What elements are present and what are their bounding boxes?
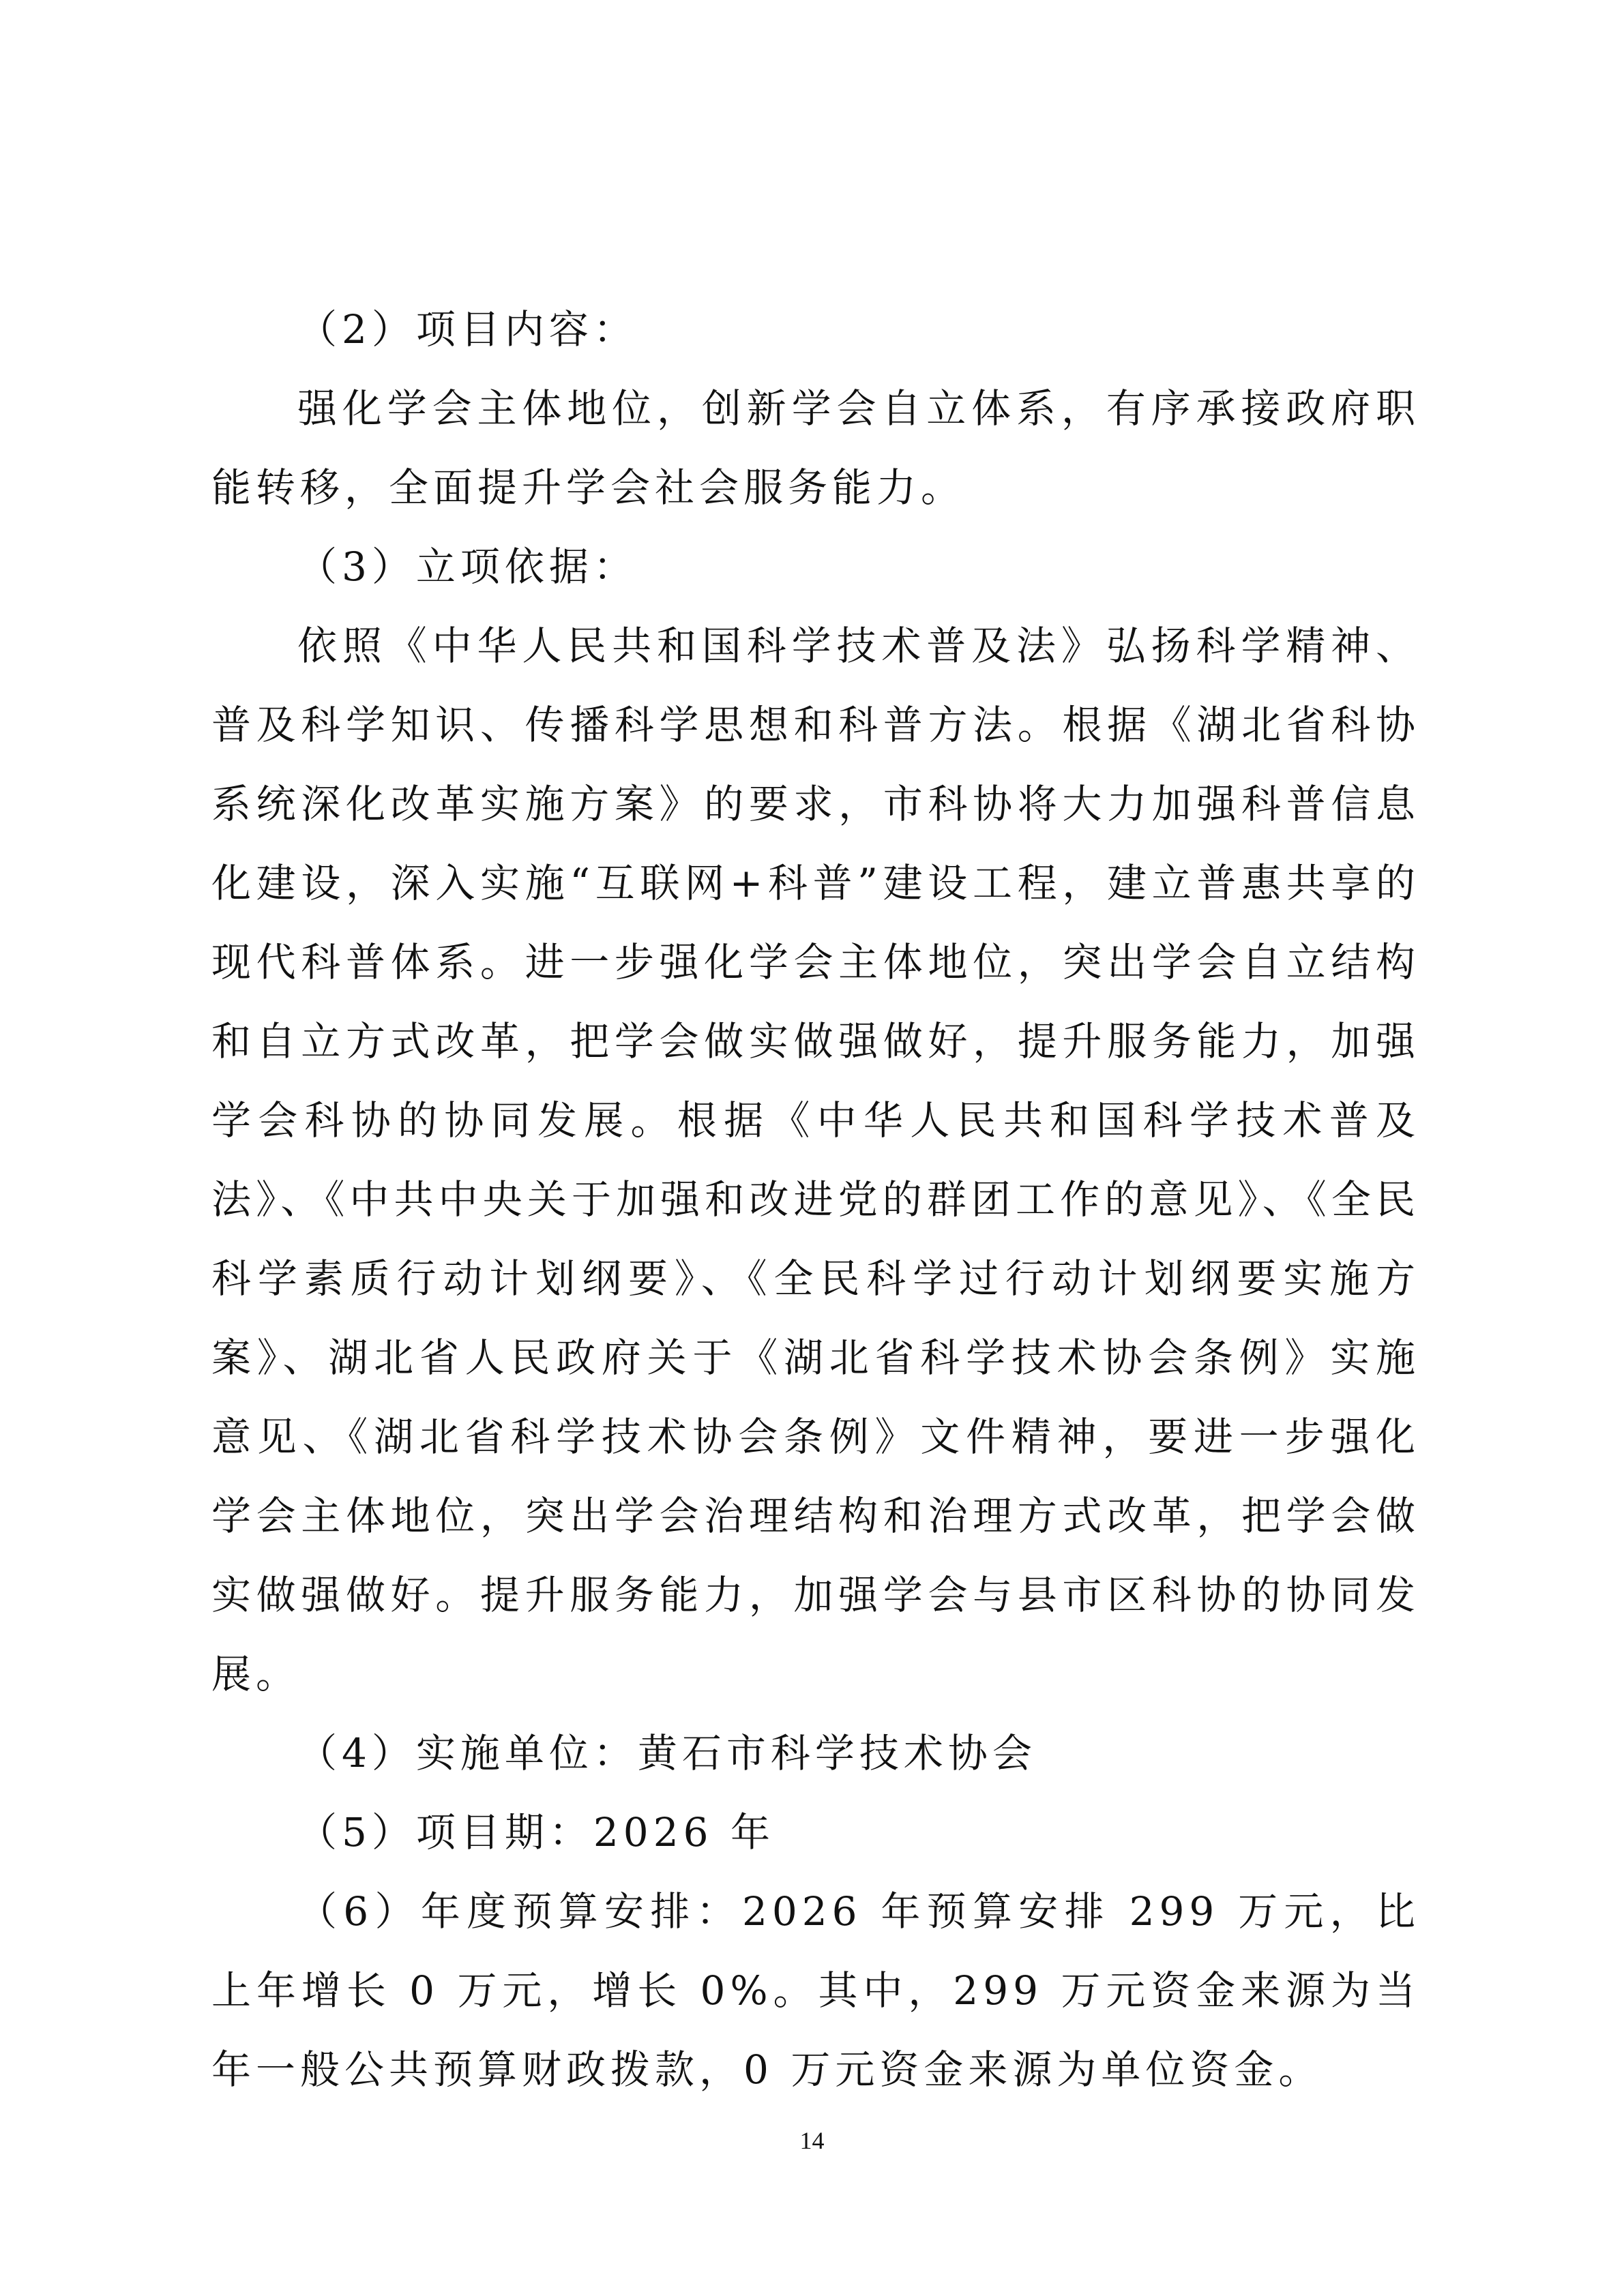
paragraph-project-basis: 依照《中华人民共和国科学技术普及法》弘扬科学精神、普及科学知识、传播科学思想和科普方法。根据《湖北省科协系统深化改革实施方案》的要求，市科协将大力加强科普信息化建设，深入实施“互联网+科普”建设工程，建立普惠共享的现代科普体系。进一步强化学会主体地位，突出学会自立结构和自立方式改革，把学会做实做强做好，提升服务能力，加强学会科协的协同发展。根据《中华人民共和国科学技术普及法》、《中共中央关于加强和改进党的群团工作的意见》、《全民科学素质行动计划纲要》、《全民科学过行动计划纲要实施方案》、湖北省人民政府关于《湖北省科学技术协会条例》实施意见、《湖北省科学技术协会条例》文件精神，要进一步强化学会主体地位，突出学会治理结构和治理方式改革，把学会做实做强做好。提升服务能力，加强学会与县市区科协的协同发展。	[211, 623, 1420, 1697]
paragraph-project-content: 强化学会主体地位，创新学会自立体系，有序承接政府职能转移，全面提升学会社会服务能力。	[211, 385, 1420, 511]
document-body	[211, 290, 1420, 2109]
line-implementing-unit: （4）实施单位：黄石市科学技术协会	[297, 1730, 1037, 1776]
page-number: 14	[799, 2127, 825, 2154]
line-project-period: （5）项目期：2026 年	[297, 1809, 775, 1855]
heading-project-basis: （3）立项依据：	[297, 543, 638, 590]
paragraph-annual-budget: （6）年度预算安排：2026 年预算安排 299 万元，比上年增长 0 万元，增长 0%。其中，299 万元资金来源为当年一般公共预算财政拨款，0 万元资金来源为单位资金。	[211, 1888, 1420, 2093]
heading-project-content: （2）项目内容：	[297, 306, 638, 353]
